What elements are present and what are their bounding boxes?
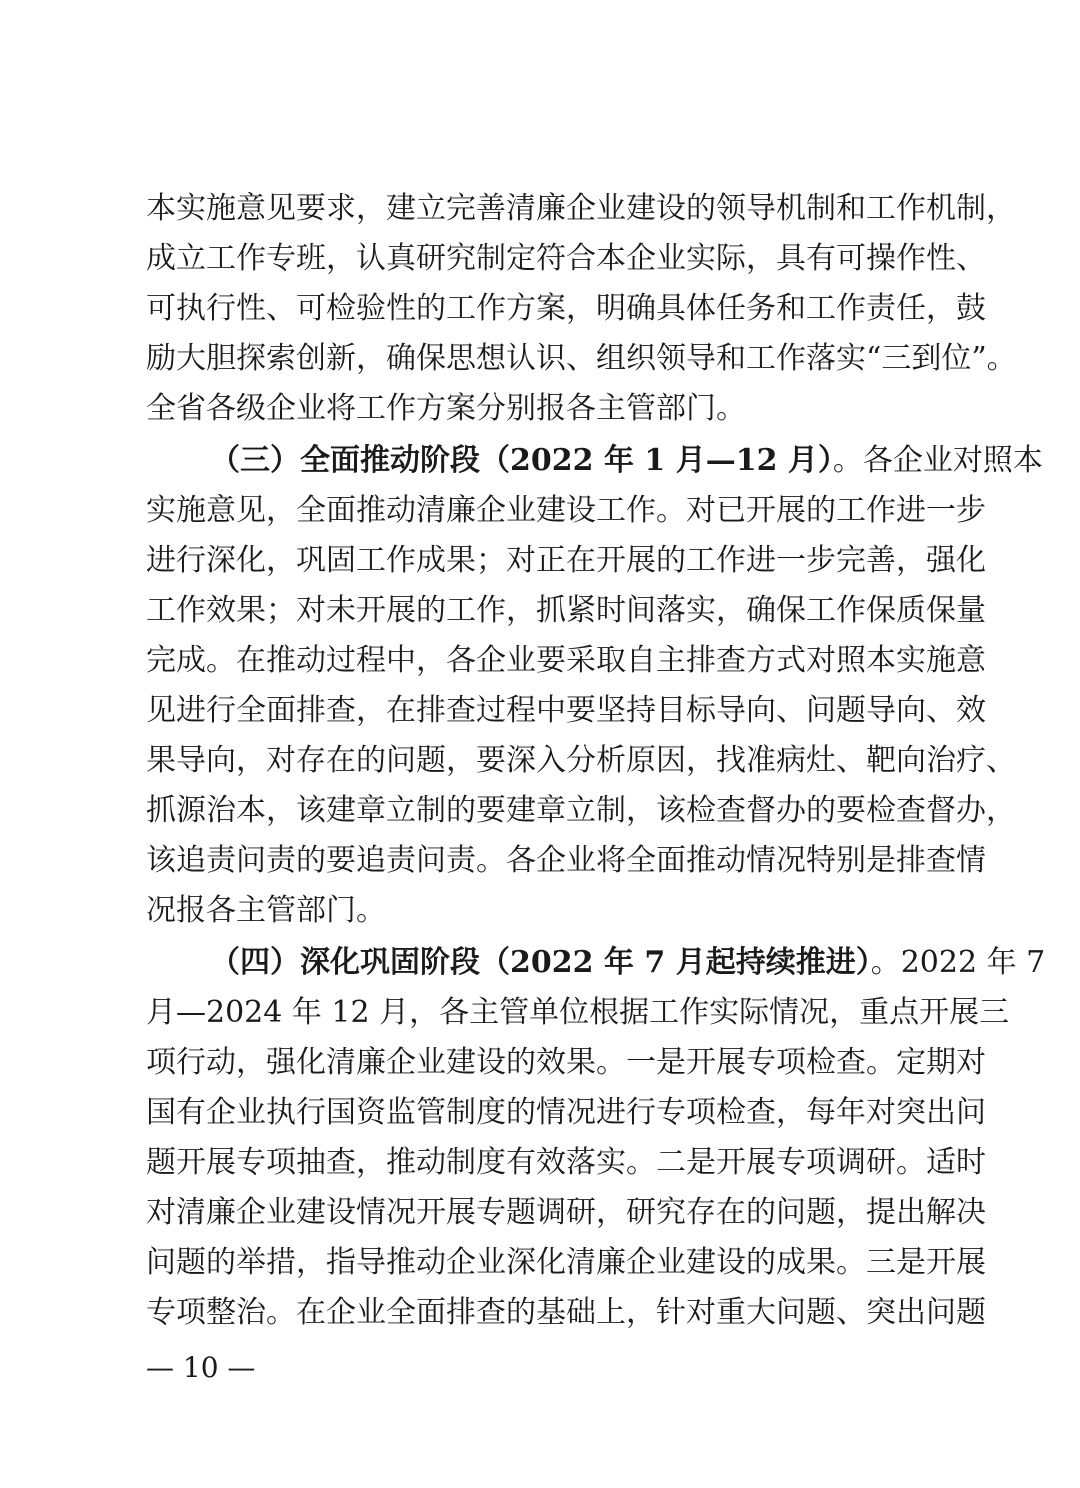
body-line: 对清廉企业建设情况开展专题调研，研究存在的问题，提出解决 (146, 1195, 986, 1230)
page-number: — 10 — (146, 1351, 256, 1384)
body-line: 抓源治本，该建章立制的要建章立制，该检查督办的要检查督办， (146, 793, 1016, 828)
body-line: 国有企业执行国资监管制度的情况进行专项检查，每年对突出问 (146, 1095, 986, 1130)
body-line: 工作效果；对未开展的工作，抓紧时间落实，确保工作保质保量 (146, 593, 986, 628)
body-line: 专项整治。在企业全面排查的基础上，针对重大问题、突出问题 (146, 1295, 986, 1330)
section-heading: （四）深化巩固阶段（2022 年 7 月起持续推进） (210, 945, 871, 980)
body-line: 完成。在推动过程中，各企业要采取自主排查方式对照本实施意 (146, 643, 986, 678)
body-line: 问题的举措，指导推动企业深化清廉企业建设的成果。三是开展 (146, 1245, 986, 1280)
body-line: 实施意见，全面推动清廉企业建设工作。对已开展的工作进一步 (146, 493, 986, 528)
body-line: 进行深化，巩固工作成果；对正在开展的工作进一步完善，强化 (146, 543, 986, 578)
body-line: 见进行全面排查，在排查过程中要坚持目标导向、问题导向、效 (146, 693, 986, 728)
section-heading-line: （三）全面推动阶段（2022 年 1 月—12 月）。各企业对照本 (210, 443, 1043, 478)
body-line: 可执行性、可检验性的工作方案，明确具体任务和工作责任，鼓 (146, 291, 986, 326)
body-line: 该追责问责的要追责问责。各企业将全面推动情况特别是排查情 (146, 843, 986, 878)
body-line: 月—2024 年 12 月，各主管单位根据工作实际情况，重点开展三 (146, 995, 1010, 1030)
body-line: 本实施意见要求，建立完善清廉企业建设的领导机制和工作机制， (146, 191, 1016, 226)
body-line: 励大胆探索创新，确保思想认识、组织领导和工作落实“三到位”。 (146, 341, 1017, 376)
body-line: 全省各级企业将工作方案分别报各主管部门。 (146, 391, 746, 426)
body-line: 题开展专项抽查，推动制度有效落实。二是开展专项调研。适时 (146, 1145, 986, 1180)
section-heading-line: （四）深化巩固阶段（2022 年 7 月起持续推进）。2022 年 7 (210, 945, 1046, 980)
body-line: 果导向，对存在的问题，要深入分析原因，找准病灶、靶向治疗、 (146, 743, 1016, 778)
body-line: 况报各主管部门。 (146, 893, 386, 928)
section-heading: （三）全面推动阶段（2022 年 1 月—12 月） (210, 443, 833, 478)
body-line: 成立工作专班，认真研究制定符合本企业实际，具有可操作性、 (146, 241, 986, 276)
body-line: 项行动，强化清廉企业建设的效果。一是开展专项检查。定期对 (146, 1045, 986, 1080)
